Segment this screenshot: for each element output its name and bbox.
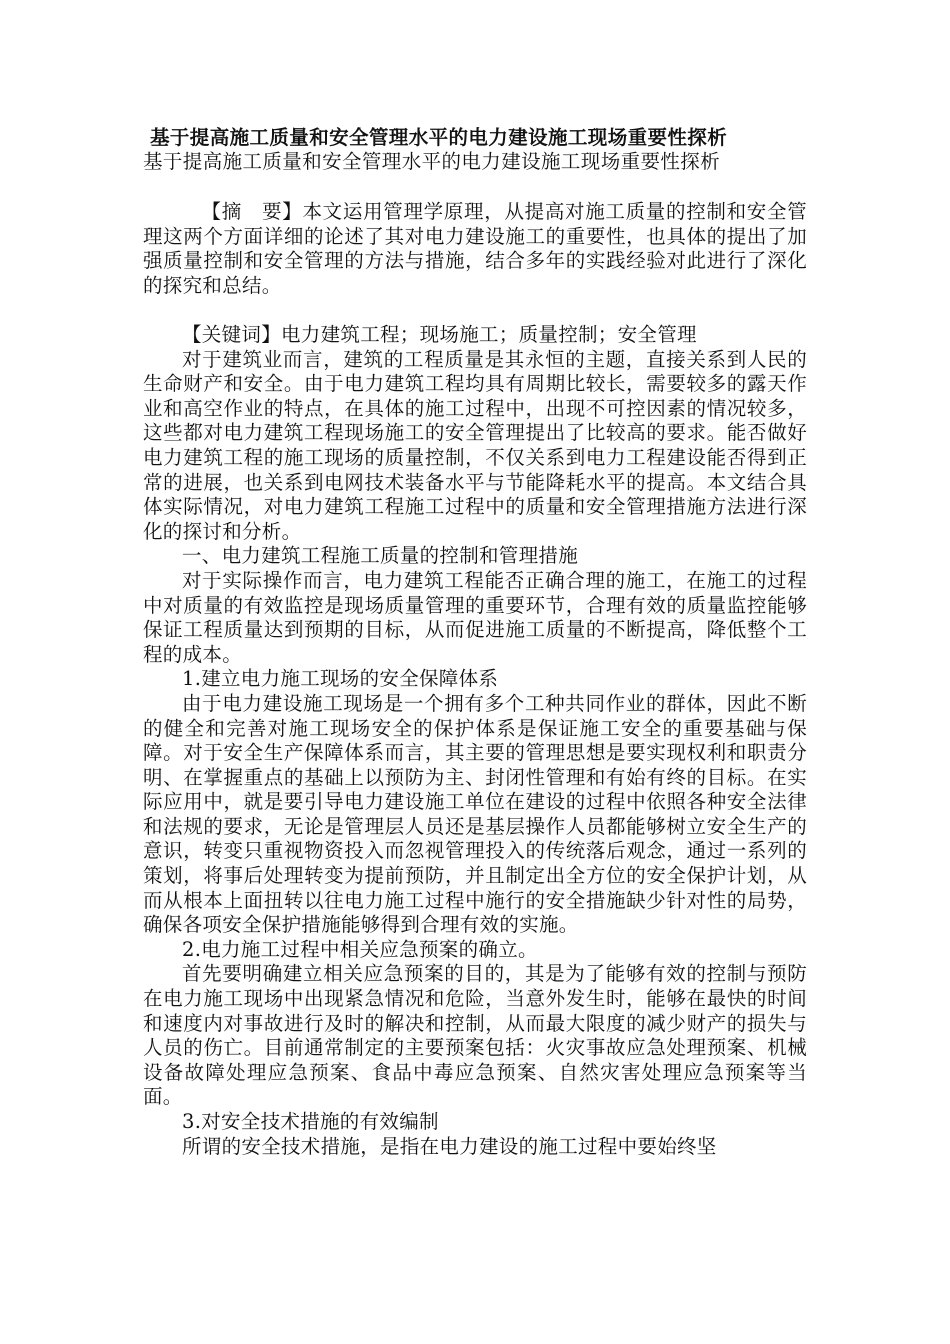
section-heading: 一、电力建筑工程施工质量的控制和管理措施 bbox=[182, 544, 579, 568]
main-body bbox=[143, 323, 807, 1159]
abstract-section bbox=[143, 200, 807, 298]
body-paragraph: 对于实际操作而言，电力建筑工程能否正确合理的施工，在施工的过程中对质量的有效监控是现场质量管理的重要环节，合理有效的质量监控能够保证工程质量达到预期的目标，从而促进施工质量的不断提高，降低整个工程的成本。 bbox=[143, 568, 807, 666]
document-title: 基于提高施工质量和安全管理水平的电力建设施工现场重要性探析 bbox=[143, 150, 721, 173]
body-paragraph: 对于建筑业而言，建筑的工程质量是其永恒的主题，直接关系到人民的生命财产和安全。由于电力建筑工程均具有周期比较长，需要较多的露天作业和高空作业的特点，在具体的施工过程中，出现不可控因素的情况较多，这些都对电力建筑工程现场施工的安全管理提出了比较高的要求。能否做好电力建筑工程的施工现场的质量控制，不仅关系到电力工程建设能否得到正常的进展，也关系到电网技术装备水平与节能降耗水平的提高。本文结合具体实际情况，对电力建筑工程施工过程中的质量和安全管理措施方法进行深化的探讨和分析。 bbox=[143, 347, 807, 543]
abstract-paragraph: 【摘 要】本文运用管理学原理，从提高对施工质量的控制和安全管理这两个方面详细的论述了其对电力建设施工的重要性，也具体的提出了加强质量控制和安全管理的方法与措施，结合多年的实践经验对此进行了深化的探究和总结。 bbox=[143, 200, 807, 297]
subsection-heading: 3.对安全技术措施的有效编制 bbox=[182, 1110, 439, 1133]
body-paragraph: 首先要明确建立相关应急预案的目的，其是为了能够有效的控制与预防在电力施工现场中出现紧急情况和危险，当意外发生时，能够在最快的时间和速度内对事故进行及时的解决和控制，从而最大限度的减少财产的损失与人员的伤亡。目前通常制定的主要预案包括：火灾事故应急处理预案、机械设备故障处理应急预案、食品中毒应急预案、自然灾害处理应急预案等当面。 bbox=[143, 962, 807, 1109]
subsection-heading: 1.建立电力施工现场的安全保障体系 bbox=[182, 667, 499, 691]
document-title-bold: 基于提高施工质量和安全管理水平的电力建设施工现场重要性探析 bbox=[150, 126, 728, 149]
keywords-paragraph: 【关键词】电力建筑工程；现场施工；质量控制；安全管理 bbox=[182, 323, 697, 346]
body-paragraph: 所谓的安全技术措施，是指在电力建设的施工过程中要始终坚 bbox=[182, 1134, 717, 1158]
body-paragraph: 由于电力建设施工现场是一个拥有多个工种共同作业的群体，因此不断的健全和完善对施工现场安全的保护体系是保证施工安全的重要基础与保障。对于安全生产保障体系而言，其主要的管理思想是要实现权利和职责分明、在掌握重点的基础上以预防为主、封闭性管理和有始有终的目标。在实际应用中，就是要引导电力建设施工单位在建设的过程中依照各种安全法律和法规的要求，无论是管理层人员还是基层操作人员都能够树立安全生产的意识，转变只重视物资投入而忽视管理投入的传统落后观念，通过一系列的策划，将事后处理转变为提前预防，并且制定出全方位的安全保护计划，从而从根本上面扭转以往电力施工过程中施行的安全措施缺少针对性的局势，确保各项安全保护措施能够得到合理有效的实施。 bbox=[143, 691, 807, 937]
subsection-heading: 2.电力施工过程中相关应急预案的确立。 bbox=[182, 937, 538, 961]
